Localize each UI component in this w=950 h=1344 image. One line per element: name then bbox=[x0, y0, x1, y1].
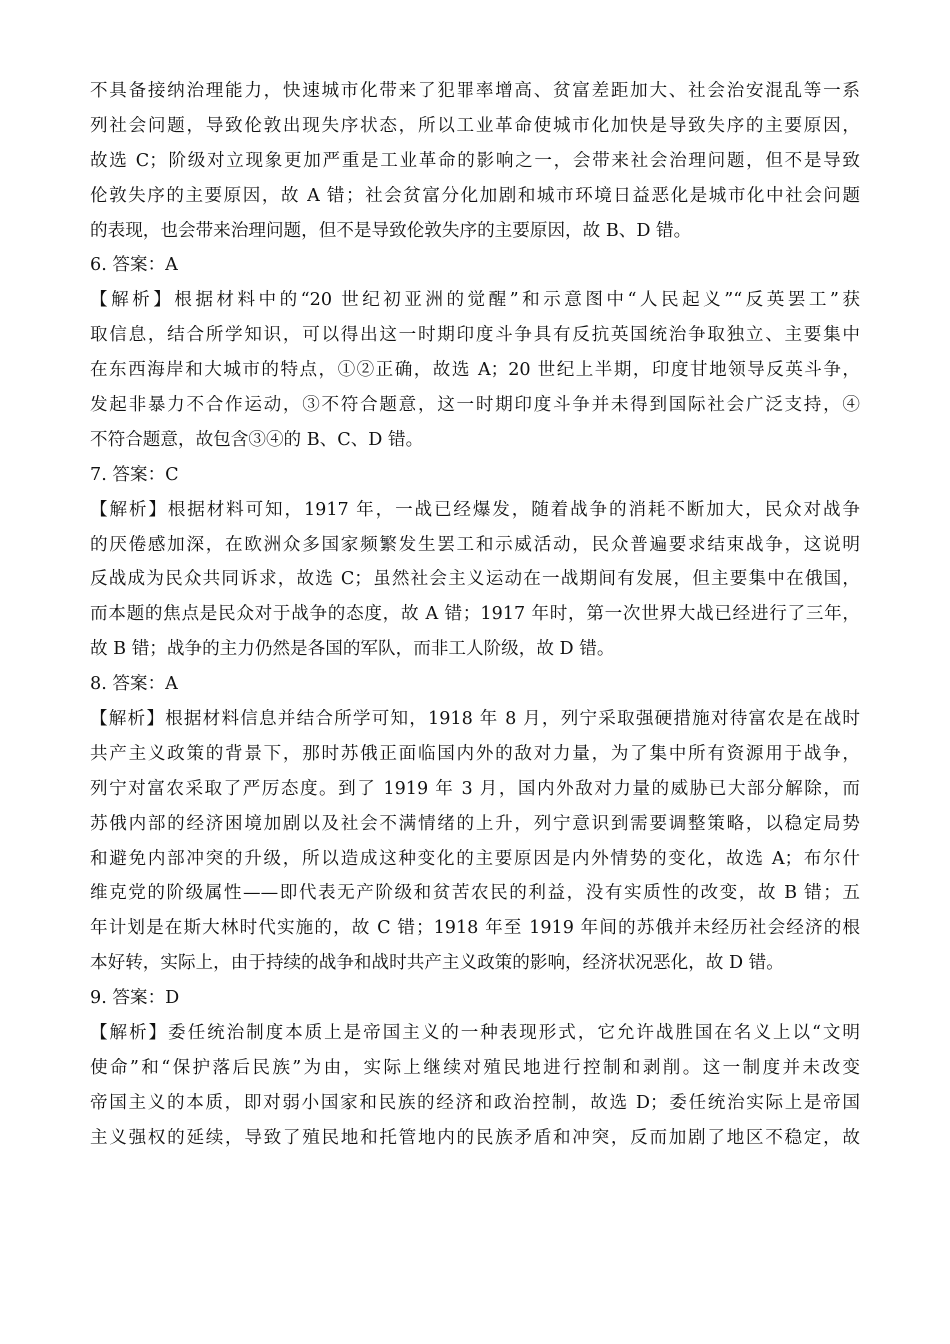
text-line: 维克党的阶级属性——即代表无产阶级和贫苦农民的利益，没有实质性的改变，故 B 错；五 bbox=[90, 883, 860, 904]
text-line: 主义强权的延续，导致了殖民地和托管地内的民族矛盾和冲突，反而加剧了地区不稳定，故 bbox=[90, 1127, 860, 1148]
answer-9: 9. 答案：D bbox=[90, 988, 180, 1009]
q5-analysis-tail bbox=[90, 74, 860, 248]
text-line: 不符合题意，故包含③④的 B、C、D 错。 bbox=[90, 429, 424, 450]
text-line: 列宁对富农采取了严厉态度。到了 1919 年 3 月，国内外敌对力量的威胁已大部分解除，而 bbox=[90, 778, 860, 799]
text-line: 使命”和“保护落后民族”为由，实际上继续对殖民地进行控制和剥削。这一制度并未改变 bbox=[90, 1057, 860, 1078]
text-line: 本好转，实际上，由于持续的战争和战时共产主义政策的影响，经济状况恶化，故 D 错。 bbox=[90, 953, 784, 974]
text-line: 反战成为民众共同诉求，故选 C；虽然社会主义运动在一战期间有发展，但主要集中在俄国， bbox=[90, 569, 860, 590]
text-line: 不具备接纳治理能力，快速城市化带来了犯罪率增高、贫富差距加大、社会治安混乱等一系 bbox=[90, 81, 860, 101]
analysis-9 bbox=[90, 1016, 860, 1156]
analysis-6 bbox=[90, 283, 860, 457]
text-line: 列社会问题，导致伦敦出现失序状态，所以工业革命使城市化加快是导致失序的主要原因， bbox=[90, 115, 860, 136]
text-line: 共产主义政策的背景下，那时苏俄正面临国内外的敌对力量，为了集中所有资源用于战争， bbox=[90, 743, 860, 764]
text-line: 故选 C；阶级对立现象更加严重是工业革命的影响之一，会带来社会治理问题，但不是导致 bbox=[90, 150, 860, 171]
text-line: 年计划是在斯大林时代实施的，故 C 错；1918 年至 1919 年间的苏俄并未经历社会经济的根 bbox=[90, 918, 860, 939]
answer-6: 6. 答案：A bbox=[90, 255, 178, 276]
text-line: 的表现，也会带来治理问题，但不是导致伦敦失序的主要原因，故 B、D 错。 bbox=[90, 220, 692, 241]
text-line: 在东西海岸和大城市的特点，①②正确，故选 A；20 世纪上半期，印度甘地领导反英斗争， bbox=[90, 360, 860, 381]
text-line: 和避免内部冲突的升级，所以造成这种变化的主要原因是内外情势的变化，故选 A；布尔什 bbox=[90, 848, 860, 869]
text-line: 取信息，结合所学知识，可以得出这一时期印度斗争具有反抗英国统治争取独立、主要集中 bbox=[90, 325, 860, 346]
text-line: 苏俄内部的经济困境加剧以及社会不满情绪的上升，列宁意识到需要调整策略，以稳定局势 bbox=[90, 813, 860, 834]
document-page bbox=[90, 74, 860, 1156]
text-line: 【解析】根据材料可知，1917 年，一战已经爆发，随着战争的消耗不断加大，民众对战争 bbox=[90, 499, 860, 520]
answer-8: 8. 答案：A bbox=[90, 674, 178, 695]
text-line: 而本题的焦点是民众对于战争的态度，故 A 错；1917 年时，第一次世界大战已经进行了三年， bbox=[90, 604, 860, 625]
text-line: 的厌倦感加深，在欧洲众多国家频繁发生罢工和示威活动，民众普遍要求结束战争，这说明 bbox=[90, 534, 860, 555]
text-line: 【解析】根据材料信息并结合所学可知，1918 年 8 月，列宁采取强硬措施对待富农是在战时 bbox=[90, 709, 860, 730]
text-line: 故 B 错；战争的主力仍然是各国的军队，而非工人阶级，故 D 错。 bbox=[90, 639, 615, 660]
text-line: 【解析】委任统治制度本质上是帝国主义的一种表现形式，它允许战胜国在名义上以“文明 bbox=[90, 1023, 860, 1044]
answer-7: 7. 答案：C bbox=[90, 464, 179, 485]
analysis-7 bbox=[90, 493, 860, 667]
text-line: 【解析】根据材料中的“20 世纪初亚洲的觉醒”和示意图中“人民起义”“反英罢工”获 bbox=[90, 290, 860, 311]
text-line: 帝国主义的本质，即对弱小国家和民族的经济和政治控制，故选 D；委任统治实际上是帝国 bbox=[90, 1092, 860, 1113]
text-line: 伦敦失序的主要原因，故 A 错；社会贫富分化加剧和城市环境日益恶化是城市化中社会问题 bbox=[90, 185, 860, 206]
text-line: 发起非暴力不合作运动，③不符合题意，这一时期印度斗争并未得到国际社会广泛支持，④ bbox=[90, 395, 860, 416]
analysis-8 bbox=[90, 702, 860, 981]
